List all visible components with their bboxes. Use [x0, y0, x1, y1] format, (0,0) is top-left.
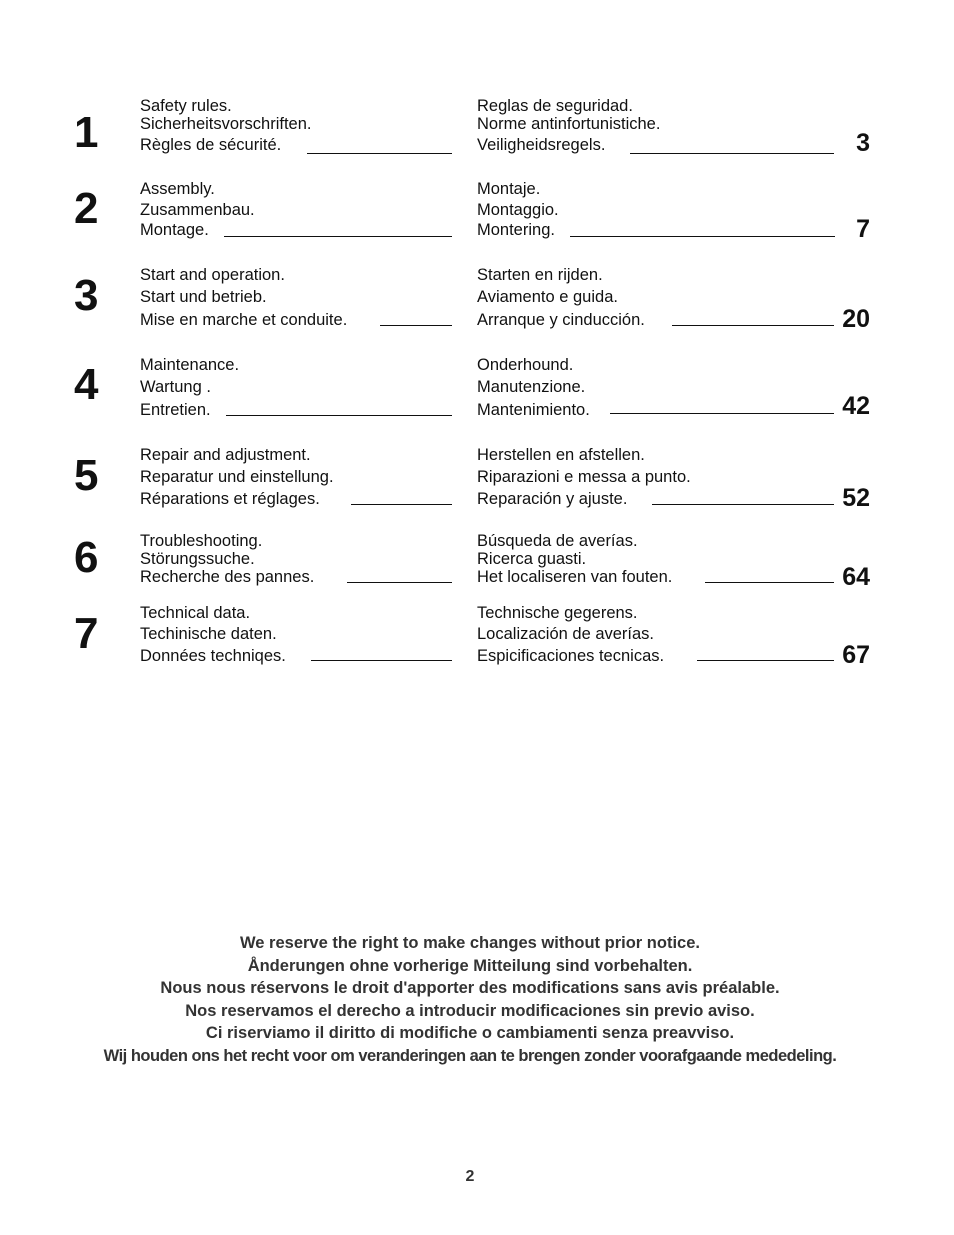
notice-fr: Nous nous réservons le droit d'apporter des modifications sans avis préalable.	[160, 979, 780, 997]
section-number: 7	[74, 609, 99, 658]
section-number: 6	[74, 533, 99, 582]
title-en: Repair and adjustment.	[140, 446, 311, 464]
title-fr: Recherche des pannes.	[140, 568, 315, 586]
leader-line-left	[347, 582, 452, 583]
page-reference: 52	[842, 484, 870, 512]
notice-de: Ånderungen ohne vorherige Mitteilung sind vorbehalten.	[247, 956, 693, 975]
section-number: 1	[74, 108, 99, 157]
title-de: Störungssuche.	[140, 550, 255, 568]
title-fr: Montage.	[140, 221, 209, 239]
title-nl: Montering.	[477, 221, 555, 239]
page-reference: 67	[842, 641, 870, 669]
title-es: Herstellen en afstellen.	[477, 446, 645, 464]
leader-line-right	[652, 504, 834, 505]
title-de: Start und betrieb.	[140, 288, 267, 306]
title-es: Technische gegerens.	[477, 604, 638, 622]
section-number: 4	[74, 360, 99, 409]
title-es: Búsqueda de averías.	[477, 532, 638, 550]
leader-line-right	[672, 325, 834, 326]
title-fr: Entretien.	[140, 401, 211, 419]
leader-line-left	[380, 325, 452, 326]
page-reference: 42	[842, 392, 870, 420]
title-de: Zusammenbau.	[140, 201, 255, 219]
title-nl: Veiligheidsregels.	[477, 136, 606, 154]
leader-line-left	[226, 415, 452, 416]
title-nl: Het localiseren van fouten.	[477, 568, 673, 586]
leader-line-right	[570, 236, 835, 237]
title-de: Wartung .	[140, 378, 211, 396]
section-number: 5	[74, 451, 99, 500]
leader-line-right	[705, 582, 834, 583]
page-number: 2	[465, 1168, 475, 1185]
title-it: Manutenzione.	[477, 378, 586, 396]
title-en: Troubleshooting.	[140, 532, 263, 550]
title-fr: Réparations et réglages.	[140, 490, 320, 508]
title-it: Aviamento e guida.	[477, 288, 618, 306]
title-de: Techinische daten.	[140, 625, 277, 643]
leader-line-right	[610, 413, 834, 414]
title-en: Start and operation.	[140, 266, 285, 284]
title-it: Norme antinfortunistiche.	[477, 115, 661, 133]
leader-line-right	[697, 660, 834, 661]
leader-line-left	[307, 153, 452, 154]
leader-line-right	[630, 153, 834, 154]
title-nl: Espicificaciones tecnicas.	[477, 647, 665, 665]
notice-nl: Wij houden ons het recht voor om veranderingen aan te brengen zonder voorafgaande mededeling.	[103, 1046, 837, 1065]
title-es: Montaje.	[477, 180, 541, 198]
notice-es: Nos reservamos el derecho a introducir modificaciones sin previo aviso.	[185, 1001, 755, 1020]
title-nl: Reparación y ajuste.	[477, 490, 628, 508]
title-it: Montaggio.	[477, 201, 559, 219]
leader-line-left	[311, 660, 452, 661]
section-number: 2	[74, 184, 99, 233]
title-en: Safety rules.	[140, 97, 232, 115]
leader-line-left	[224, 236, 452, 237]
rights-notice	[0, 932, 940, 1067]
title-de: Sicherheitsvorschriften.	[140, 115, 312, 133]
title-nl: Arranque y cinducción.	[477, 311, 645, 329]
page-reference: 3	[856, 129, 870, 157]
notice-en: We reserve the right to make changes without prior notice.	[240, 934, 700, 952]
page-reference: 64	[842, 563, 870, 591]
section-number: 3	[74, 271, 99, 320]
title-en: Assembly.	[140, 180, 215, 198]
title-it: Ricerca guasti.	[477, 550, 587, 568]
title-es: Onderhound.	[477, 356, 574, 374]
title-it: Localización de averías.	[477, 625, 655, 643]
title-de: Reparatur und einstellung.	[140, 468, 334, 486]
page-reference: 7	[856, 215, 870, 243]
title-en: Maintenance.	[140, 356, 240, 374]
leader-line-left	[351, 504, 452, 505]
title-fr: Mise en marche et conduite.	[140, 311, 348, 329]
title-it: Riparazioni e messa a punto.	[477, 468, 691, 486]
title-nl: Mantenimiento.	[477, 401, 590, 419]
title-fr: Données techniqes.	[140, 647, 286, 665]
title-en: Technical data.	[140, 604, 251, 622]
notice-it: Ci riserviamo il diritto di modifiche o cambiamenti senza preavviso.	[205, 1024, 735, 1042]
title-es: Starten en rijden.	[477, 266, 603, 284]
title-es: Reglas de seguridad.	[477, 97, 633, 115]
title-fr: Règles de sécurité.	[140, 136, 282, 154]
page-reference: 20	[842, 305, 870, 333]
